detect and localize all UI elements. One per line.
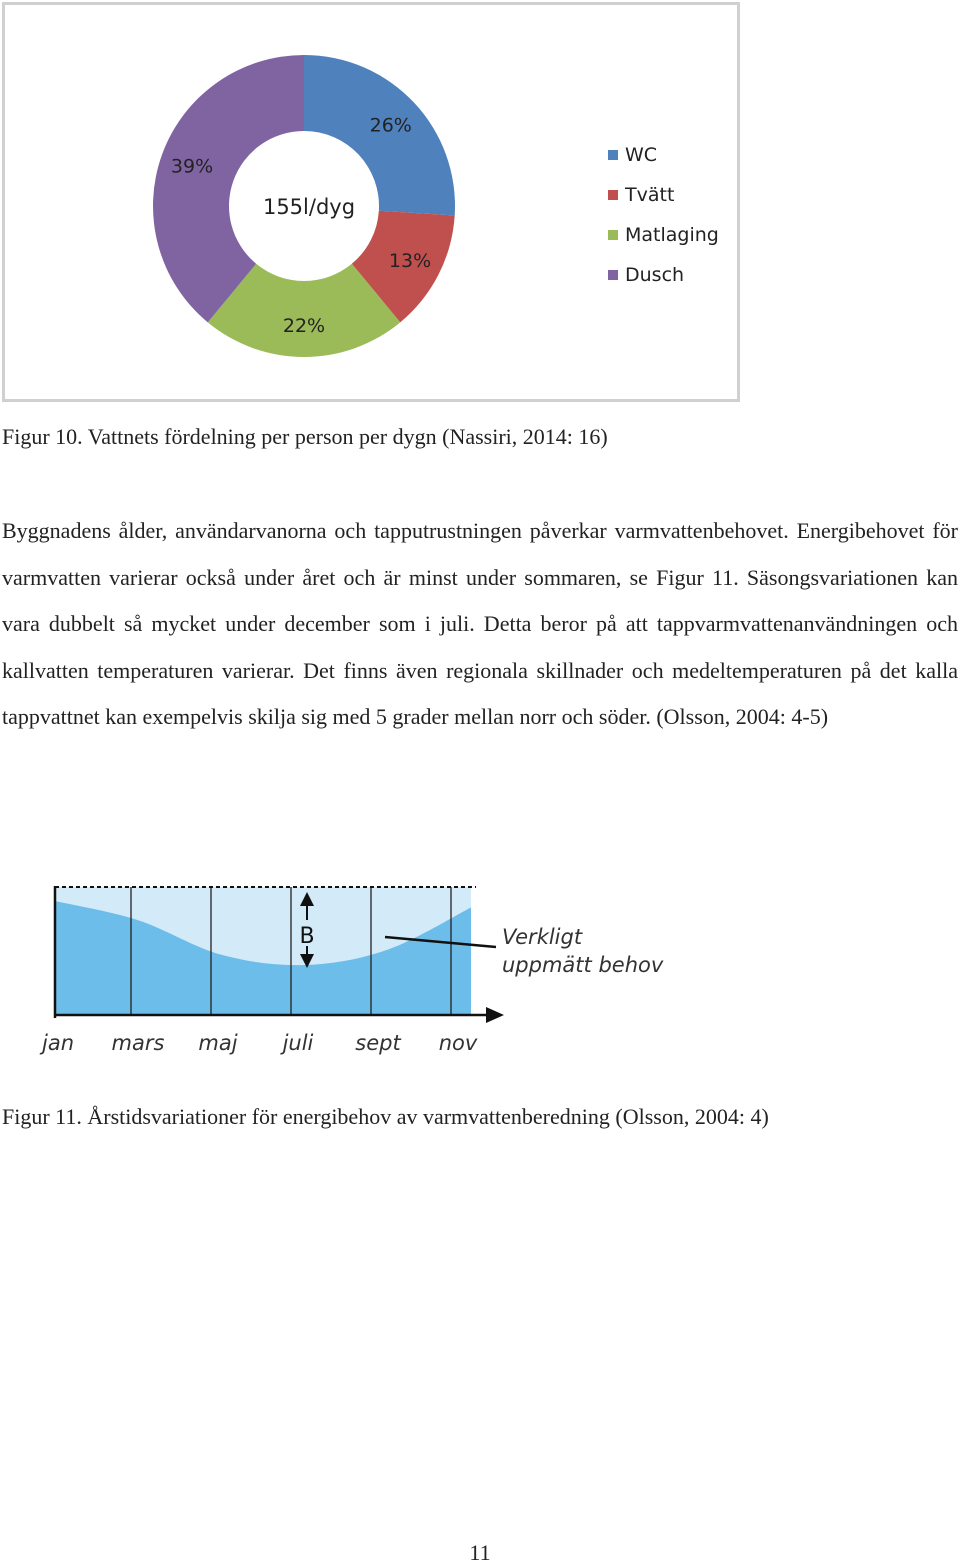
legend-swatch — [608, 270, 618, 280]
legend-item-matlaging — [608, 215, 719, 255]
slice-label-wc: 26% — [369, 114, 412, 137]
donut-center-label: 155l/dyg — [262, 195, 356, 219]
annotation-line-2: uppmätt behov — [502, 953, 664, 977]
x-tick-label-juli: juli — [282, 1031, 314, 1055]
slice-label-dusch: 39% — [170, 155, 214, 178]
x-axis-arrow — [486, 1007, 504, 1023]
body-paragraph — [2, 508, 958, 741]
legend-label: Matlaging — [625, 224, 719, 246]
b-label: B — [299, 924, 315, 949]
x-tick-label-jan: jan — [41, 1031, 75, 1055]
legend-label: Dusch — [625, 264, 685, 286]
page-number: 11 — [469, 1540, 491, 1565]
x-tick-label-maj: maj — [198, 1031, 238, 1055]
figure-10-frame — [2, 2, 740, 402]
x-tick-label-nov: nov — [438, 1031, 478, 1055]
x-tick-label-mars: mars — [111, 1031, 165, 1055]
legend-item-wc — [608, 135, 719, 175]
legend-swatch — [608, 150, 618, 160]
figure-10-caption: Figur 10. Vattnets fördelning per person per dygn (Nassiri, 2014: 16) — [2, 424, 608, 449]
paragraph-text: Byggnadens ålder, användarvanorna och tapputrustningen påverkar varmvattenbehovet. Energibehovet för varmvatten varierar också under året och är minst under sommaren, se Figur 11. Säsongsvariationen kan vara dubbelt så mycket under december som i juli. Detta beror på att tappvarmvattenanvändningen och kallvatten temperaturen varierar. Det finns även regionala skillnader och medeltemperaturen på det kalla tappvattnet kan exempelvis skilja sig med 5 grader mellan norr och söder. (Olsson, 2004: 4-5) — [2, 518, 958, 730]
slice-label-matlaging: 22% — [282, 315, 326, 337]
legend-swatch — [608, 230, 618, 240]
legend-item-dusch — [608, 255, 719, 295]
x-tick-label-sept: sept — [355, 1031, 401, 1055]
legend-label: WC — [625, 144, 658, 166]
legend-label: Tvätt — [625, 184, 675, 206]
figure-11-caption: Figur 11. Årstidsvariationer för energibehov av varmvattenberedning (Olsson, 2004: 4) — [2, 1104, 769, 1129]
figure-11-chart — [30, 880, 690, 1065]
chart-legend — [608, 135, 719, 295]
slice-label-tvätt: 13% — [388, 250, 432, 273]
legend-item-tvätt — [608, 175, 719, 215]
annotation-line-1: Verkligt — [502, 925, 583, 949]
legend-swatch — [608, 190, 618, 200]
